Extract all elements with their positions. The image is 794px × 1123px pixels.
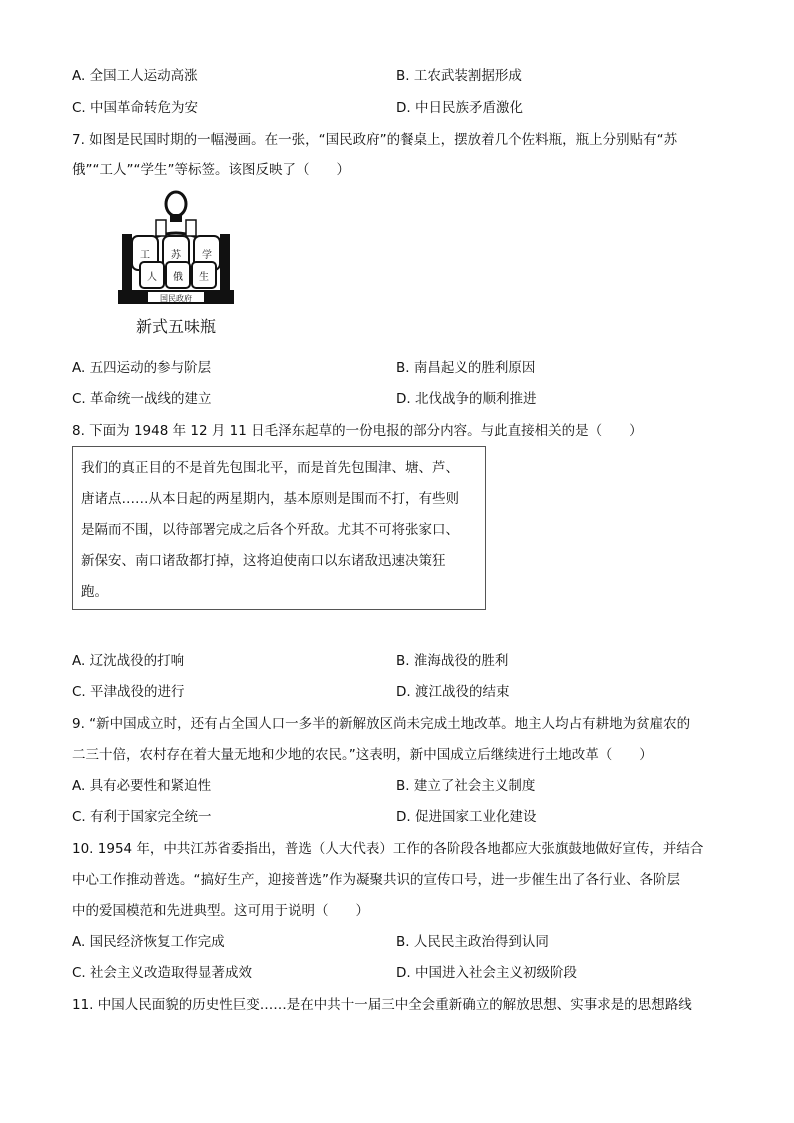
q7-option-b: B. 南昌起义的胜利原因 [396, 360, 536, 376]
q9-option-b: B. 建立了社会主义制度 [396, 778, 536, 794]
q6-option-b: B. 工农武装割据形成 [396, 68, 522, 84]
q10-option-b: B. 人民民主政治得到认同 [396, 934, 549, 950]
q8-option-d: D. 渡江战役的结束 [396, 684, 510, 700]
q7-stem-line1: 7. 如图是民国时期的一幅漫画。在一张，“国民政府”的餐桌上，摆放着几个佐料瓶，瓶上分别贴有“苏 [72, 132, 678, 148]
q8-stem: 8. 下面为 1948 年 12 月 11 日毛泽东起草的一份电报的部分内容。与此直接相关的是（ ） [72, 423, 643, 439]
q8-option-b: B. 淮海战役的胜利 [396, 653, 509, 669]
q7-stem-line2: 俄”“工人”“学生”等标签。该图反映了（ ） [72, 162, 350, 178]
quote-line: 我们的真正目的不是首先包围北平，而是首先包围津、塘、芦、 [81, 460, 459, 476]
q6-option-c: C. 中国革命转危为安 [72, 100, 199, 116]
q9-stem-line2: 二三十倍，农村存在着大量无地和少地的农民。”这表明，新中国成立后继续进行土地改革（ ） [72, 747, 653, 763]
q7-option-d: D. 北伐战争的顺利推进 [396, 391, 537, 407]
quote-line: 新保安、南口诸敌都打掉，这将迫使南口以东诸敌迅速决策狂 [81, 553, 446, 569]
q9-option-c: C. 有利于国家完全统一 [72, 809, 212, 825]
quote-line: 是隔而不围，以待部署完成之后各个歼敌。尤其不可将张家口、 [81, 522, 459, 538]
q10-option-c: C. 社会主义改造取得显著成效 [72, 965, 253, 981]
q10-option-a: A. 国民经济恢复工作完成 [72, 934, 225, 950]
q9-stem-line1: 9. “新中国成立时，还有占全国人口一多半的新解放区尚未完成土地改革。地主人均占有耕地为贫雇农的 [72, 716, 691, 732]
q7-cartoon-figure [118, 190, 234, 338]
q10-stem-line1: 10. 1954 年，中共江苏省委指出，普选（人大代表）工作的各阶段各地都应大张旗鼓地做好宣传，并结合 [72, 841, 704, 857]
label-e: 俄 [173, 272, 183, 283]
q7-option-c: C. 革命统一战线的建立 [72, 391, 212, 407]
q6-option-a: A. 全国工人运动高涨 [72, 68, 198, 84]
cartoon-illustration [118, 190, 234, 338]
q6-option-d: D. 中日民族矛盾激化 [396, 100, 523, 116]
q8-quote-box [72, 446, 486, 610]
q8-option-a: A. 辽沈战役的打响 [72, 653, 185, 669]
label-ren: 人 [147, 272, 157, 283]
table-label: 国民政府 [160, 294, 192, 303]
label-gong: 工 [140, 250, 150, 261]
q7-option-a: A. 五四运动的参与阶层 [72, 360, 212, 376]
quote-line: 跑。 [81, 584, 108, 600]
q9-option-a: A. 具有必要性和紧迫性 [72, 778, 212, 794]
q9-option-d: D. 促进国家工业化建设 [396, 809, 537, 825]
cartoon-caption: 新式五味瓶 [135, 317, 217, 336]
q11-stem-line1: 11. 中国人民面貌的历史性巨变……是在中共十一届三中全会重新确立的解放思想、实事求是的思想路线 [72, 997, 692, 1013]
label-sheng: 生 [199, 272, 209, 283]
quote-line: 唐诸点……从本日起的两星期内，基本原则是围而不打，有些则 [81, 491, 459, 507]
label-xue: 学 [202, 250, 212, 261]
q10-stem-line2: 中心工作推动普选。“搞好生产，迎接普选”作为凝聚共识的宣传口号，进一步催生出了各行业、各阶层 [72, 872, 680, 888]
q10-option-d: D. 中国进入社会主义初级阶段 [396, 965, 577, 981]
label-su: 苏 [171, 250, 181, 261]
q10-stem-line3: 中的爱国模范和先进典型。这可用于说明（ ） [72, 903, 369, 919]
q8-option-c: C. 平津战役的进行 [72, 684, 185, 700]
